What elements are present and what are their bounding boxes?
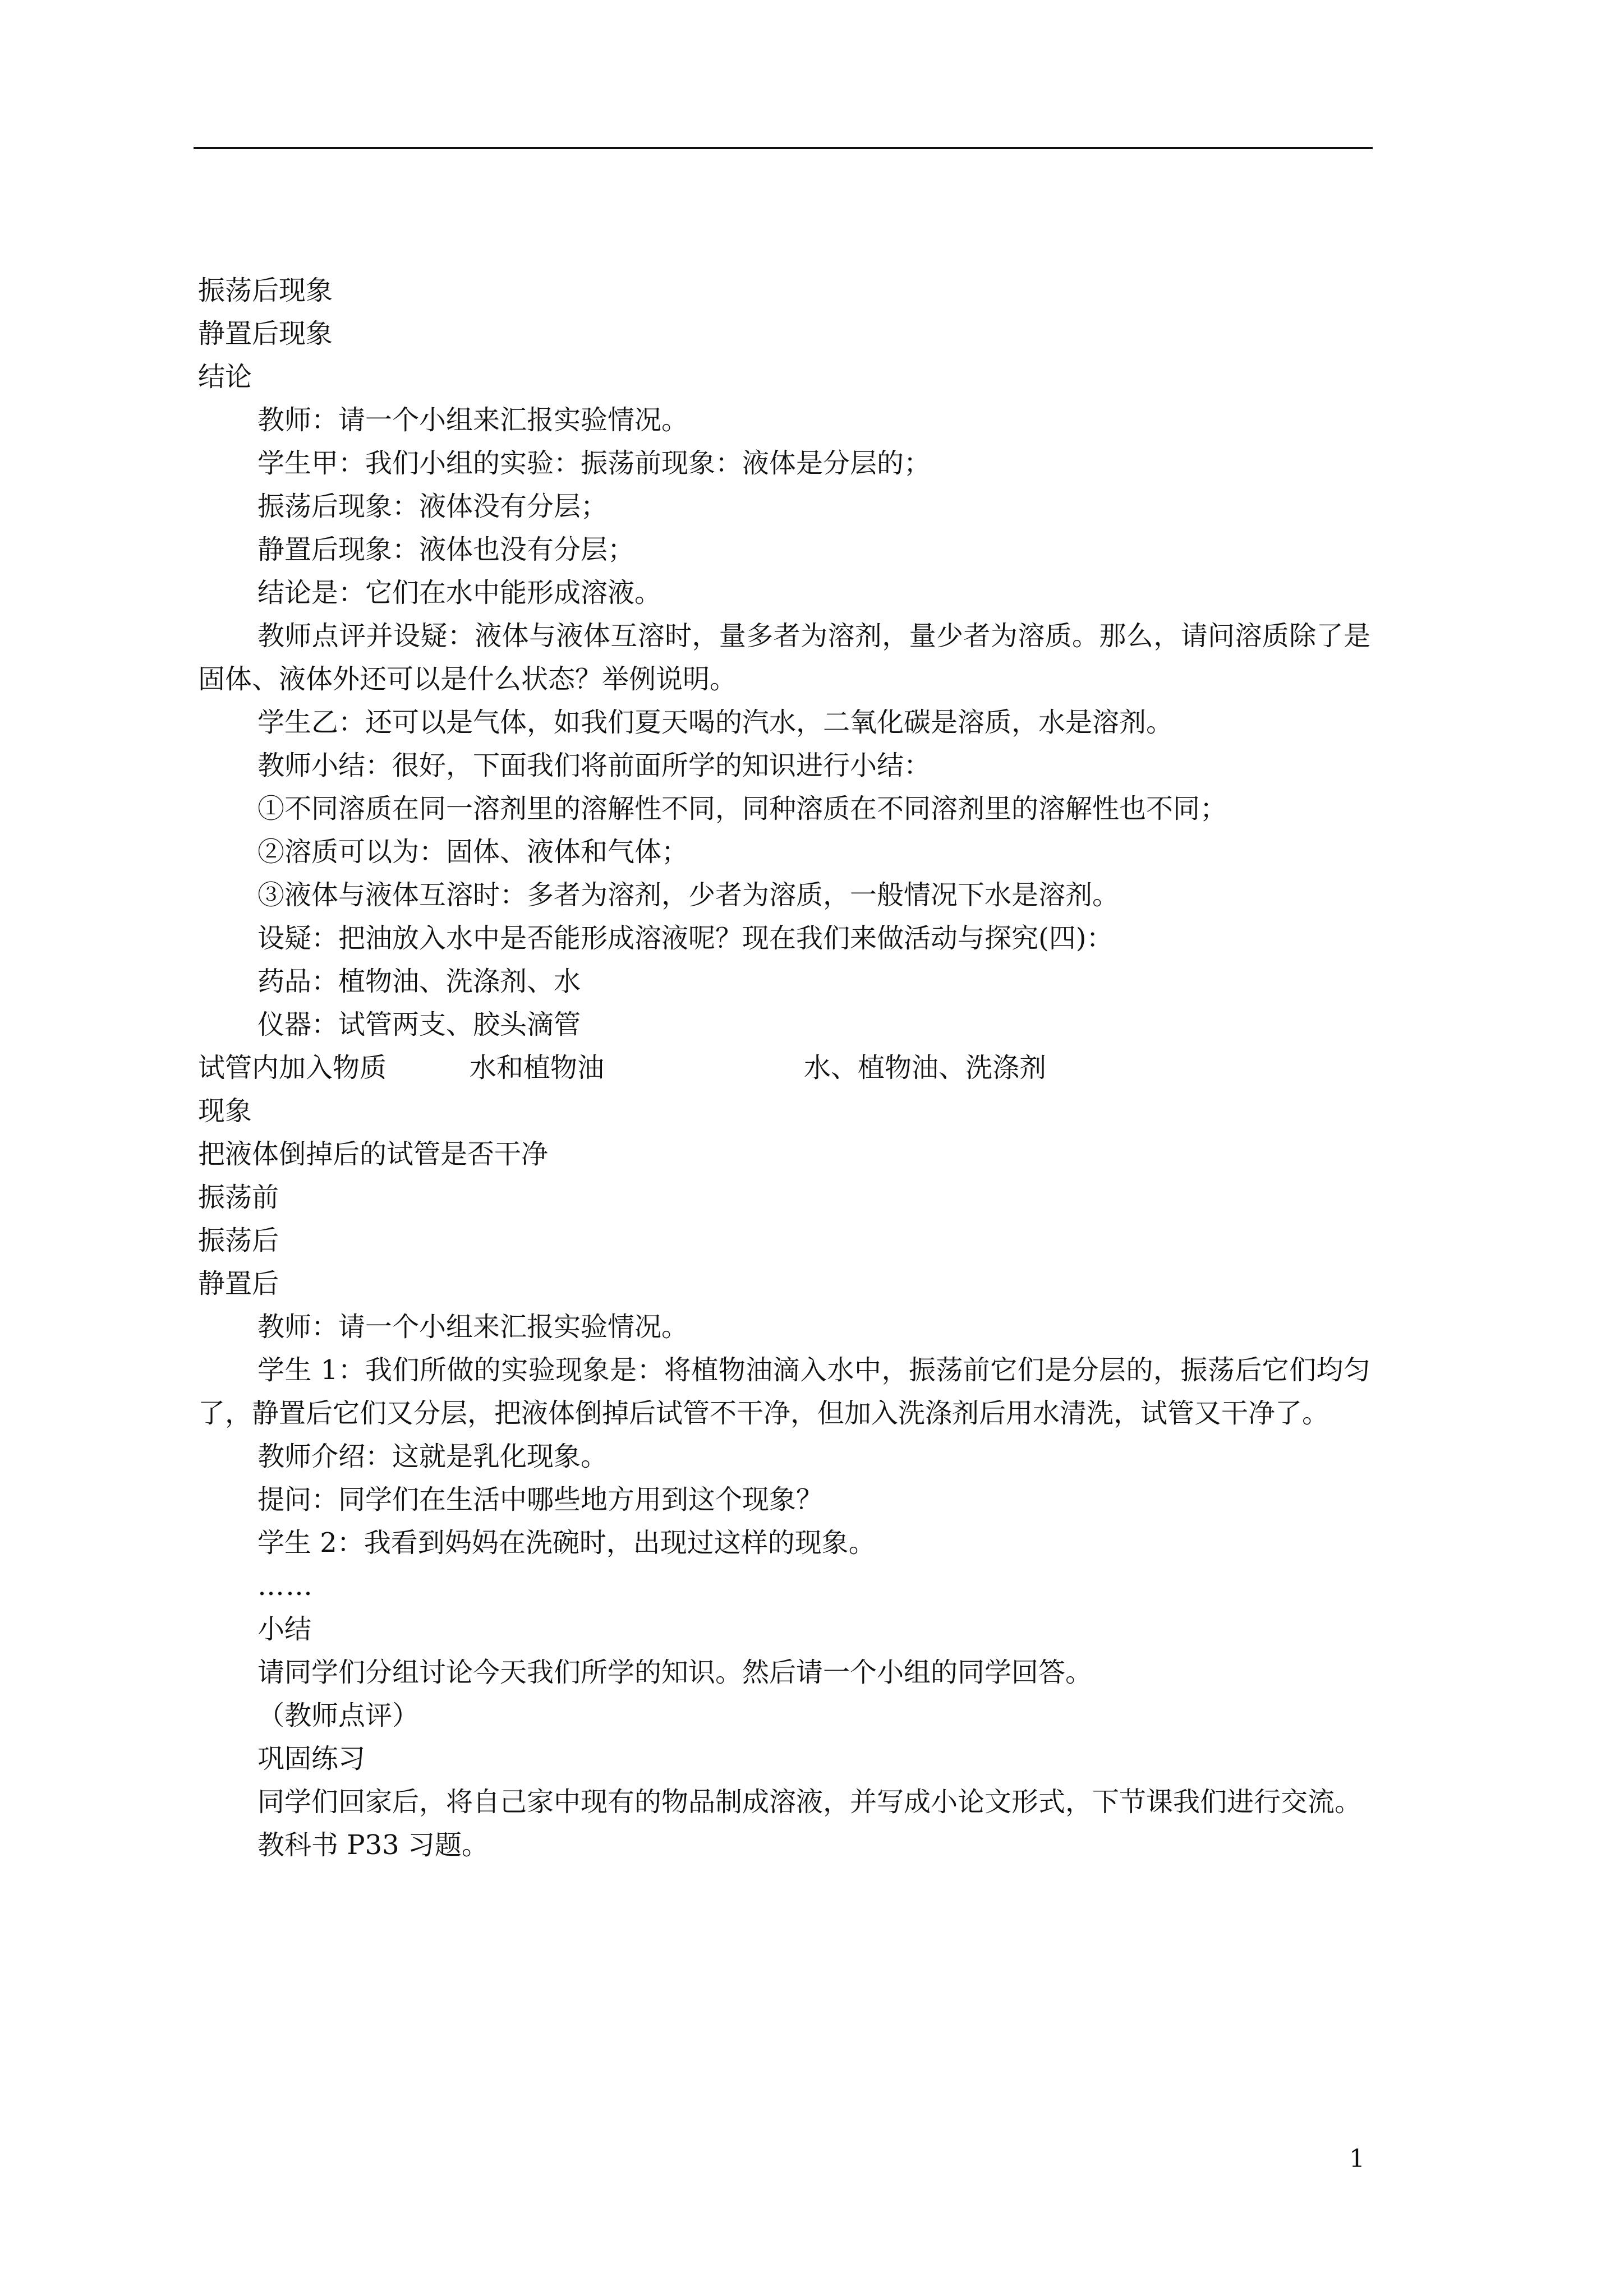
- text-line: 学生乙：还可以是气体，如我们夏天喝的汽水，二氧化碳是溶质，水是溶剂。: [257, 707, 1174, 738]
- text-line: ③液体与液体互溶时：多者为溶剂，少者为溶质，一般情况下水是溶剂。: [257, 879, 1120, 911]
- text-line: ②溶质可以为：固体、液体和气体；: [257, 836, 689, 868]
- table-header-cell: 试管内加入物质: [198, 1052, 387, 1084]
- text-line: 学生甲：我们小组的实验：振荡前现象：液体是分层的；: [257, 448, 931, 479]
- text-line: 静置后现象：液体也没有分层；: [257, 534, 635, 565]
- document-body: [198, 269, 1370, 1867]
- text-line: 仪器：试管两支、胶头滴管: [257, 1009, 581, 1040]
- text-line: 振荡后现象: [198, 275, 333, 306]
- text-line: 设疑：把油放入水中是否能形成溶液呢？现在我们来做活动与探究(四)：: [257, 923, 1114, 954]
- text-line: 振荡后现象：液体没有分层；: [257, 491, 608, 522]
- paragraph: 同学们回家后，将自己家中现有的物品制成溶液，并写成小论文形式，下节课我们进行交流。: [257, 1786, 1362, 1818]
- table-row-label: 把液体倒掉后的试管是否干净: [198, 1138, 549, 1170]
- section-heading: 巩固练习: [257, 1743, 366, 1774]
- text-line: 教科书 P33 习题。: [257, 1829, 489, 1861]
- text-line: 教师小结：很好，下面我们将前面所学的知识进行小结：: [257, 750, 931, 781]
- ellipsis-line: ……: [257, 1570, 314, 1602]
- text-line: 教师：请一个小组来汇报实验情况。: [257, 1311, 689, 1343]
- text-line: 药品：植物油、洗涤剂、水: [257, 966, 581, 997]
- text-line: 教师：请一个小组来汇报实验情况。: [257, 404, 689, 436]
- text-line: 结论: [198, 361, 252, 393]
- text-line: 静置后现象: [198, 318, 333, 349]
- table-header-row: [198, 1046, 1370, 1090]
- table-row-label: 振荡后: [198, 1225, 279, 1256]
- table-header-cell: 水和植物油: [470, 1052, 605, 1084]
- text-line: 请同学们分组讨论今天我们所学的知识。然后请一个小组的同学回答。: [257, 1657, 1093, 1688]
- paragraph: 教师点评并设疑：液体与液体互溶时，量多者为溶剂，量少者为溶质。那么，请问溶质除了是固体、液体外还可以是什么状态？举例说明。: [198, 620, 1370, 695]
- header-rule: [194, 147, 1373, 149]
- section-heading: 小结: [257, 1613, 312, 1645]
- table-header-cell: 水、植物油、洗涤剂: [804, 1052, 1047, 1084]
- text-line: 学生 2：我看到妈妈在洗碗时，出现过这样的现象。: [257, 1527, 876, 1559]
- table-row-label: 现象: [198, 1095, 252, 1127]
- table-row-label: 振荡前: [198, 1182, 279, 1213]
- table-row-label: 静置后: [198, 1268, 279, 1299]
- text-line: ①不同溶质在同一溶剂里的溶解性不同，同种溶质在不同溶剂里的溶解性也不同；: [257, 793, 1227, 824]
- text-line: 教师介绍：这就是乳化现象。: [257, 1441, 608, 1472]
- text-line: 结论是：它们在水中能形成溶液。: [257, 577, 662, 608]
- paragraph: 学生 1：我们所做的实验现象是：将植物油滴入水中，振荡前它们是分层的，振荡后它们均匀了，静置后它们又分层，把液体倒掉后试管不干净，但加入洗涤剂后用水清洗，试管又干净了。: [198, 1354, 1370, 1429]
- text-line: 提问：同学们在生活中哪些地方用到这个现象？: [257, 1484, 823, 1515]
- page-number: 1: [1349, 2145, 1365, 2173]
- text-line: （教师点评）: [257, 1700, 420, 1731]
